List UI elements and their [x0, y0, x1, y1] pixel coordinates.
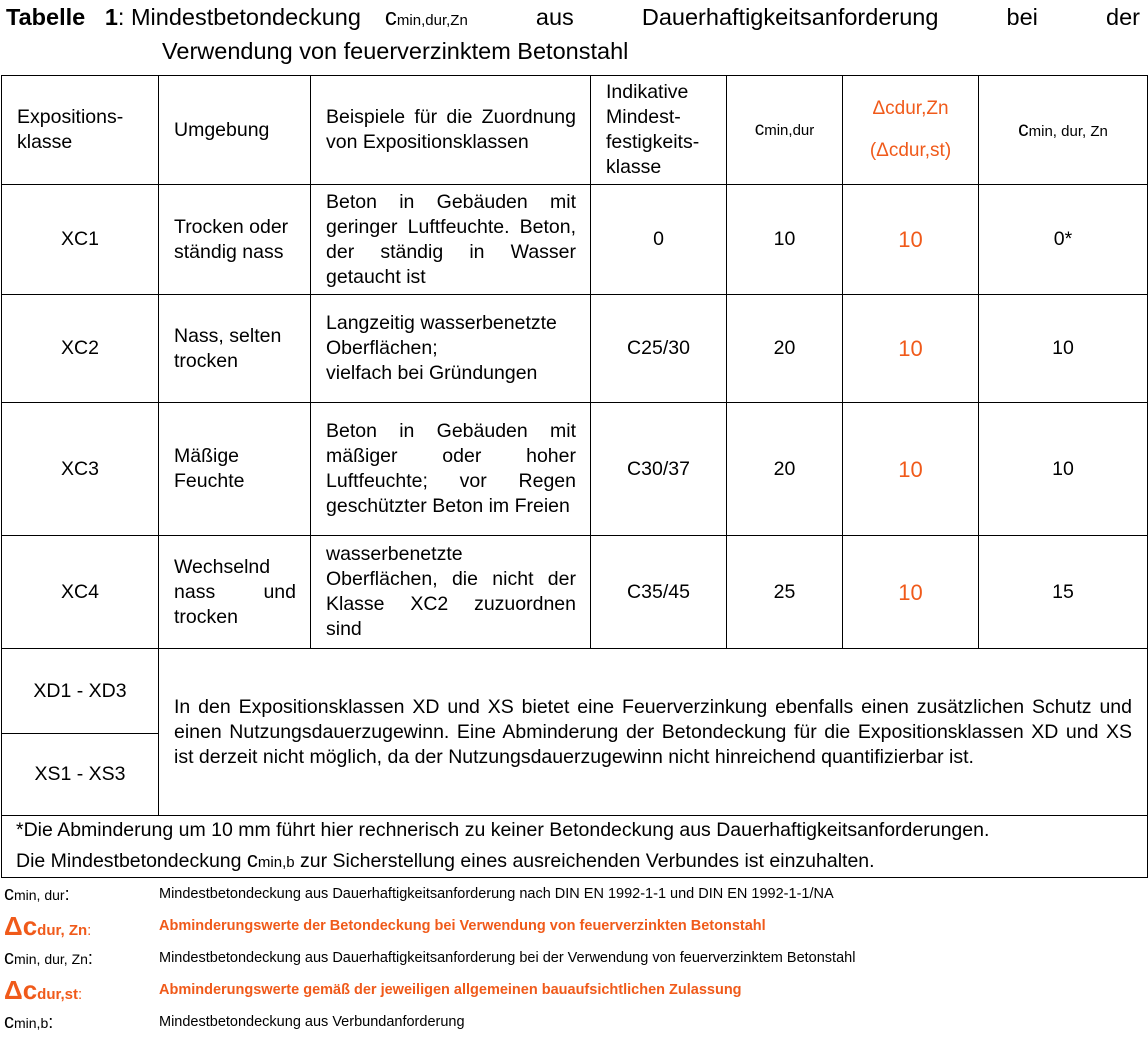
table-footnote-row — [2, 816, 1148, 878]
caption-line-2: Verwendung von feuerverzinktem Betonstahl — [162, 38, 629, 64]
cell-xd-label: XD1 - XD3 — [2, 649, 159, 734]
legend-term: cmin, dur: — [4, 882, 70, 905]
cell-xs-label: XS1 - XS3 — [2, 734, 159, 816]
cell-klasse: XC3 — [2, 403, 159, 536]
legend-term: Δcdur, Zn: — [4, 910, 92, 941]
cell-cmin-dur: 20 — [727, 295, 843, 403]
cell-cmin-dur-zn: 0* — [979, 185, 1148, 295]
legend-desc: Mindestbetondeckung aus Dauerhaftigkeitsanforderung nach DIN EN 1992-1-1 und DIN EN 1992-1-1/NA — [159, 886, 834, 902]
header-cmin-dur: cmin,dur — [727, 76, 843, 185]
cell-delta: 10 — [843, 185, 979, 295]
legend-item — [4, 880, 834, 908]
cell-festigkeit: C30/37 — [591, 403, 727, 536]
caption-word-aus: aus — [535, 4, 574, 30]
cell-delta: 10 — [843, 536, 979, 649]
table-row-xd — [2, 649, 1148, 734]
cell-cmin-dur-zn: 10 — [979, 295, 1148, 403]
cell-cmin-dur: 20 — [727, 403, 843, 536]
header-exposure-class: Expositions-klasse — [2, 76, 159, 185]
footnote — [2, 816, 1148, 878]
caption-word-bei: bei — [1006, 4, 1038, 30]
legend-item — [4, 1008, 465, 1036]
footnote-line-1: *Die Abminderung um 10 mm führt hier rechnerisch zu keiner Betondeckung aus Dauerhaftigkeitsanforderungen. — [16, 819, 990, 841]
cell-xd-xs-text: In den Expositionsklassen XD und XS bietet eine Feuerverzinkung ebenfalls einen zusätzlichen Schutz und einen Nutzungsdauerzugewinn. Eine Abminderung der Betondeckung für die Expositionsklassen XD und XS ist derzeit nicht möglich, da der Nutzungsdauerzugewinn nicht hinreichend quantifizierbar ist. — [159, 649, 1148, 816]
cell-umgebung: Trocken oder ständig nass — [159, 185, 311, 295]
legend-item — [4, 944, 855, 972]
cell-klasse: XC2 — [2, 295, 159, 403]
table-row — [2, 536, 1148, 649]
cell-festigkeit: 0 — [591, 185, 727, 295]
table-row — [2, 185, 1148, 295]
cell-delta: 10 — [843, 403, 979, 536]
header-cmin-dur-zn: cmin, dur, Zn — [979, 76, 1148, 185]
legend-term: cmin, dur, Zn: — [4, 946, 93, 969]
cell-cmin-dur-zn: 15 — [979, 536, 1148, 649]
cell-beispiele: Beton in Gebäuden mit mäßiger oder hoher Luftfeuchte; vor Regen geschützter Beton im Freien — [311, 403, 591, 536]
cell-cmin-dur: 25 — [727, 536, 843, 649]
table-header-row — [2, 76, 1148, 185]
cell-beispiele: Langzeitig wasserbenetzte Oberflächen; vielfach bei Gründungen — [311, 295, 591, 403]
cell-delta: 10 — [843, 295, 979, 403]
exposure-table — [1, 75, 1148, 878]
legend-desc: Mindestbetondeckung aus Dauerhaftigkeitsanforderung bei der Verwendung von feuerverzinktem Betonstahl — [159, 950, 856, 966]
caption-line-1 — [6, 2, 1140, 36]
caption-symbol: cmin,dur,Zn — [384, 4, 468, 31]
table-row — [2, 403, 1148, 536]
cell-cmin-dur: 10 — [727, 185, 843, 295]
cell-festigkeit: C25/30 — [591, 295, 727, 403]
cell-klasse: XC4 — [2, 536, 159, 649]
header-delta-c: Δcdur,Zn (Δcdur,st) — [843, 76, 979, 185]
caption-word-dauer: Dauerhaftigkeitsanforderung — [641, 4, 939, 30]
cell-umgebung: Wechselnd nass und trocken — [159, 536, 311, 649]
cell-klasse: XC1 — [2, 185, 159, 295]
table-row — [2, 295, 1148, 403]
caption-word-der: der — [1106, 4, 1140, 30]
legend-term: cmin,b: — [4, 1010, 54, 1033]
cell-beispiele: Beton in Gebäuden mit geringer Luftfeuchte. Beton, der ständig in Wasser getaucht ist — [311, 185, 591, 295]
legend-term: Δcdur,st: — [4, 974, 83, 1005]
table-caption — [6, 2, 1140, 66]
legend-item — [4, 912, 766, 940]
cell-festigkeit: C35/45 — [591, 536, 727, 649]
cell-umgebung: Nass, selten trocken — [159, 295, 311, 403]
header-strength-class: Indikative Mindest-festigkeits-klasse — [591, 76, 727, 185]
cell-cmin-dur-zn: 10 — [979, 403, 1148, 536]
caption-label: Tabelle 1: Mindestbetondeckung cmin,dur,Zn — [6, 4, 468, 31]
legend-desc: Abminderungswerte der Betondeckung bei Verwendung von feuerverzinkten Betonstahl — [159, 918, 766, 934]
cell-umgebung: Mäßige Feuchte — [159, 403, 311, 536]
footnote-line-2: Die Mindestbetondeckung cmin,b zur Sicherstellung eines ausreichenden Verbundes ist einzuhalten. — [16, 847, 875, 872]
legend-desc: Mindestbetondeckung aus Verbundanforderung — [159, 1014, 465, 1030]
header-examples: Beispiele für die Zuordnung von Expositionsklassen — [311, 76, 591, 185]
legend-desc: Abminderungswerte gemäß der jeweiligen allgemeinen bauaufsichtlichen Zulassung — [159, 982, 742, 998]
header-environment: Umgebung — [159, 76, 311, 185]
cell-beispiele: wasserbenetzte Oberflächen, die nicht der Klasse XC2 zuzuordnen sind — [311, 536, 591, 649]
legend-item — [4, 976, 742, 1004]
